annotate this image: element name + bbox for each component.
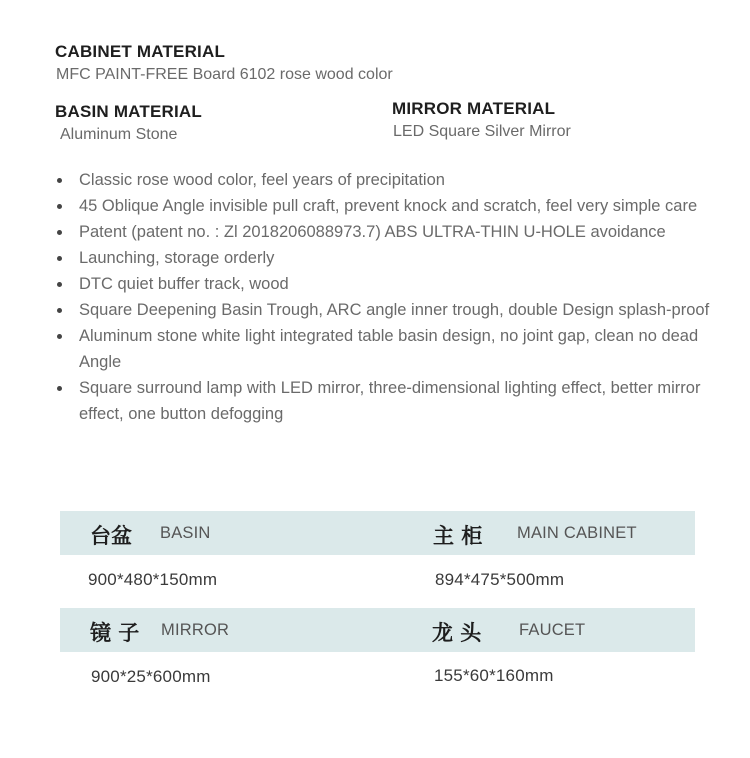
- faucet-size: 155*60*160mm: [434, 666, 554, 685]
- feature-item: Launching, storage orderly: [55, 245, 715, 271]
- feature-item: Classic rose wood color, feel years of precipitation: [55, 167, 715, 193]
- basin-material-value: Aluminum Stone: [60, 126, 178, 143]
- mirror-cn-label: 镜 子: [90, 621, 140, 645]
- mirror-en-label: MIRROR: [161, 621, 230, 639]
- spec-band-bottom: [60, 608, 695, 652]
- faucet-cn-label: 龙 头: [432, 621, 482, 645]
- mirror-size: 900*25*600mm: [91, 667, 211, 686]
- feature-item: DTC quiet buffer track, wood: [55, 271, 715, 297]
- feature-item: 45 Oblique Angle invisible pull craft, prevent knock and scratch, feel very simple care: [55, 193, 715, 219]
- feature-item: Square surround lamp with LED mirror, three-dimensional lighting effect, better mirror effect, one button defogging: [55, 375, 715, 427]
- cabinet-size: 894*475*500mm: [435, 570, 565, 589]
- basin-size: 900*480*150mm: [88, 570, 218, 589]
- basin-en-label: BASIN: [160, 524, 211, 542]
- basin-cn-label: 台盆: [90, 524, 132, 548]
- cabinet-material-label: CABINET MATERIAL: [55, 42, 226, 61]
- cabinet-en-label: MAIN CABINET: [517, 524, 637, 542]
- mirror-material-label: MIRROR MATERIAL: [392, 99, 556, 118]
- basin-material-label: BASIN MATERIAL: [55, 102, 202, 121]
- faucet-en-label: FAUCET: [519, 621, 586, 639]
- mirror-material-value: LED Square Silver Mirror: [393, 123, 571, 140]
- cabinet-cn-label: 主 柜: [433, 524, 483, 548]
- cabinet-material-value: MFC PAINT-FREE Board 6102 rose wood color: [56, 66, 393, 83]
- feature-item: Aluminum stone white light integrated table basin design, no joint gap, clean no dead Angle: [55, 323, 715, 375]
- feature-list: [55, 167, 715, 427]
- feature-item: Square Deepening Basin Trough, ARC angle inner trough, double Design splash-proof: [55, 297, 715, 323]
- feature-item: Patent (patent no. : Zl 2018206088973.7) ABS ULTRA-THIN U-HOLE avoidance: [55, 219, 715, 245]
